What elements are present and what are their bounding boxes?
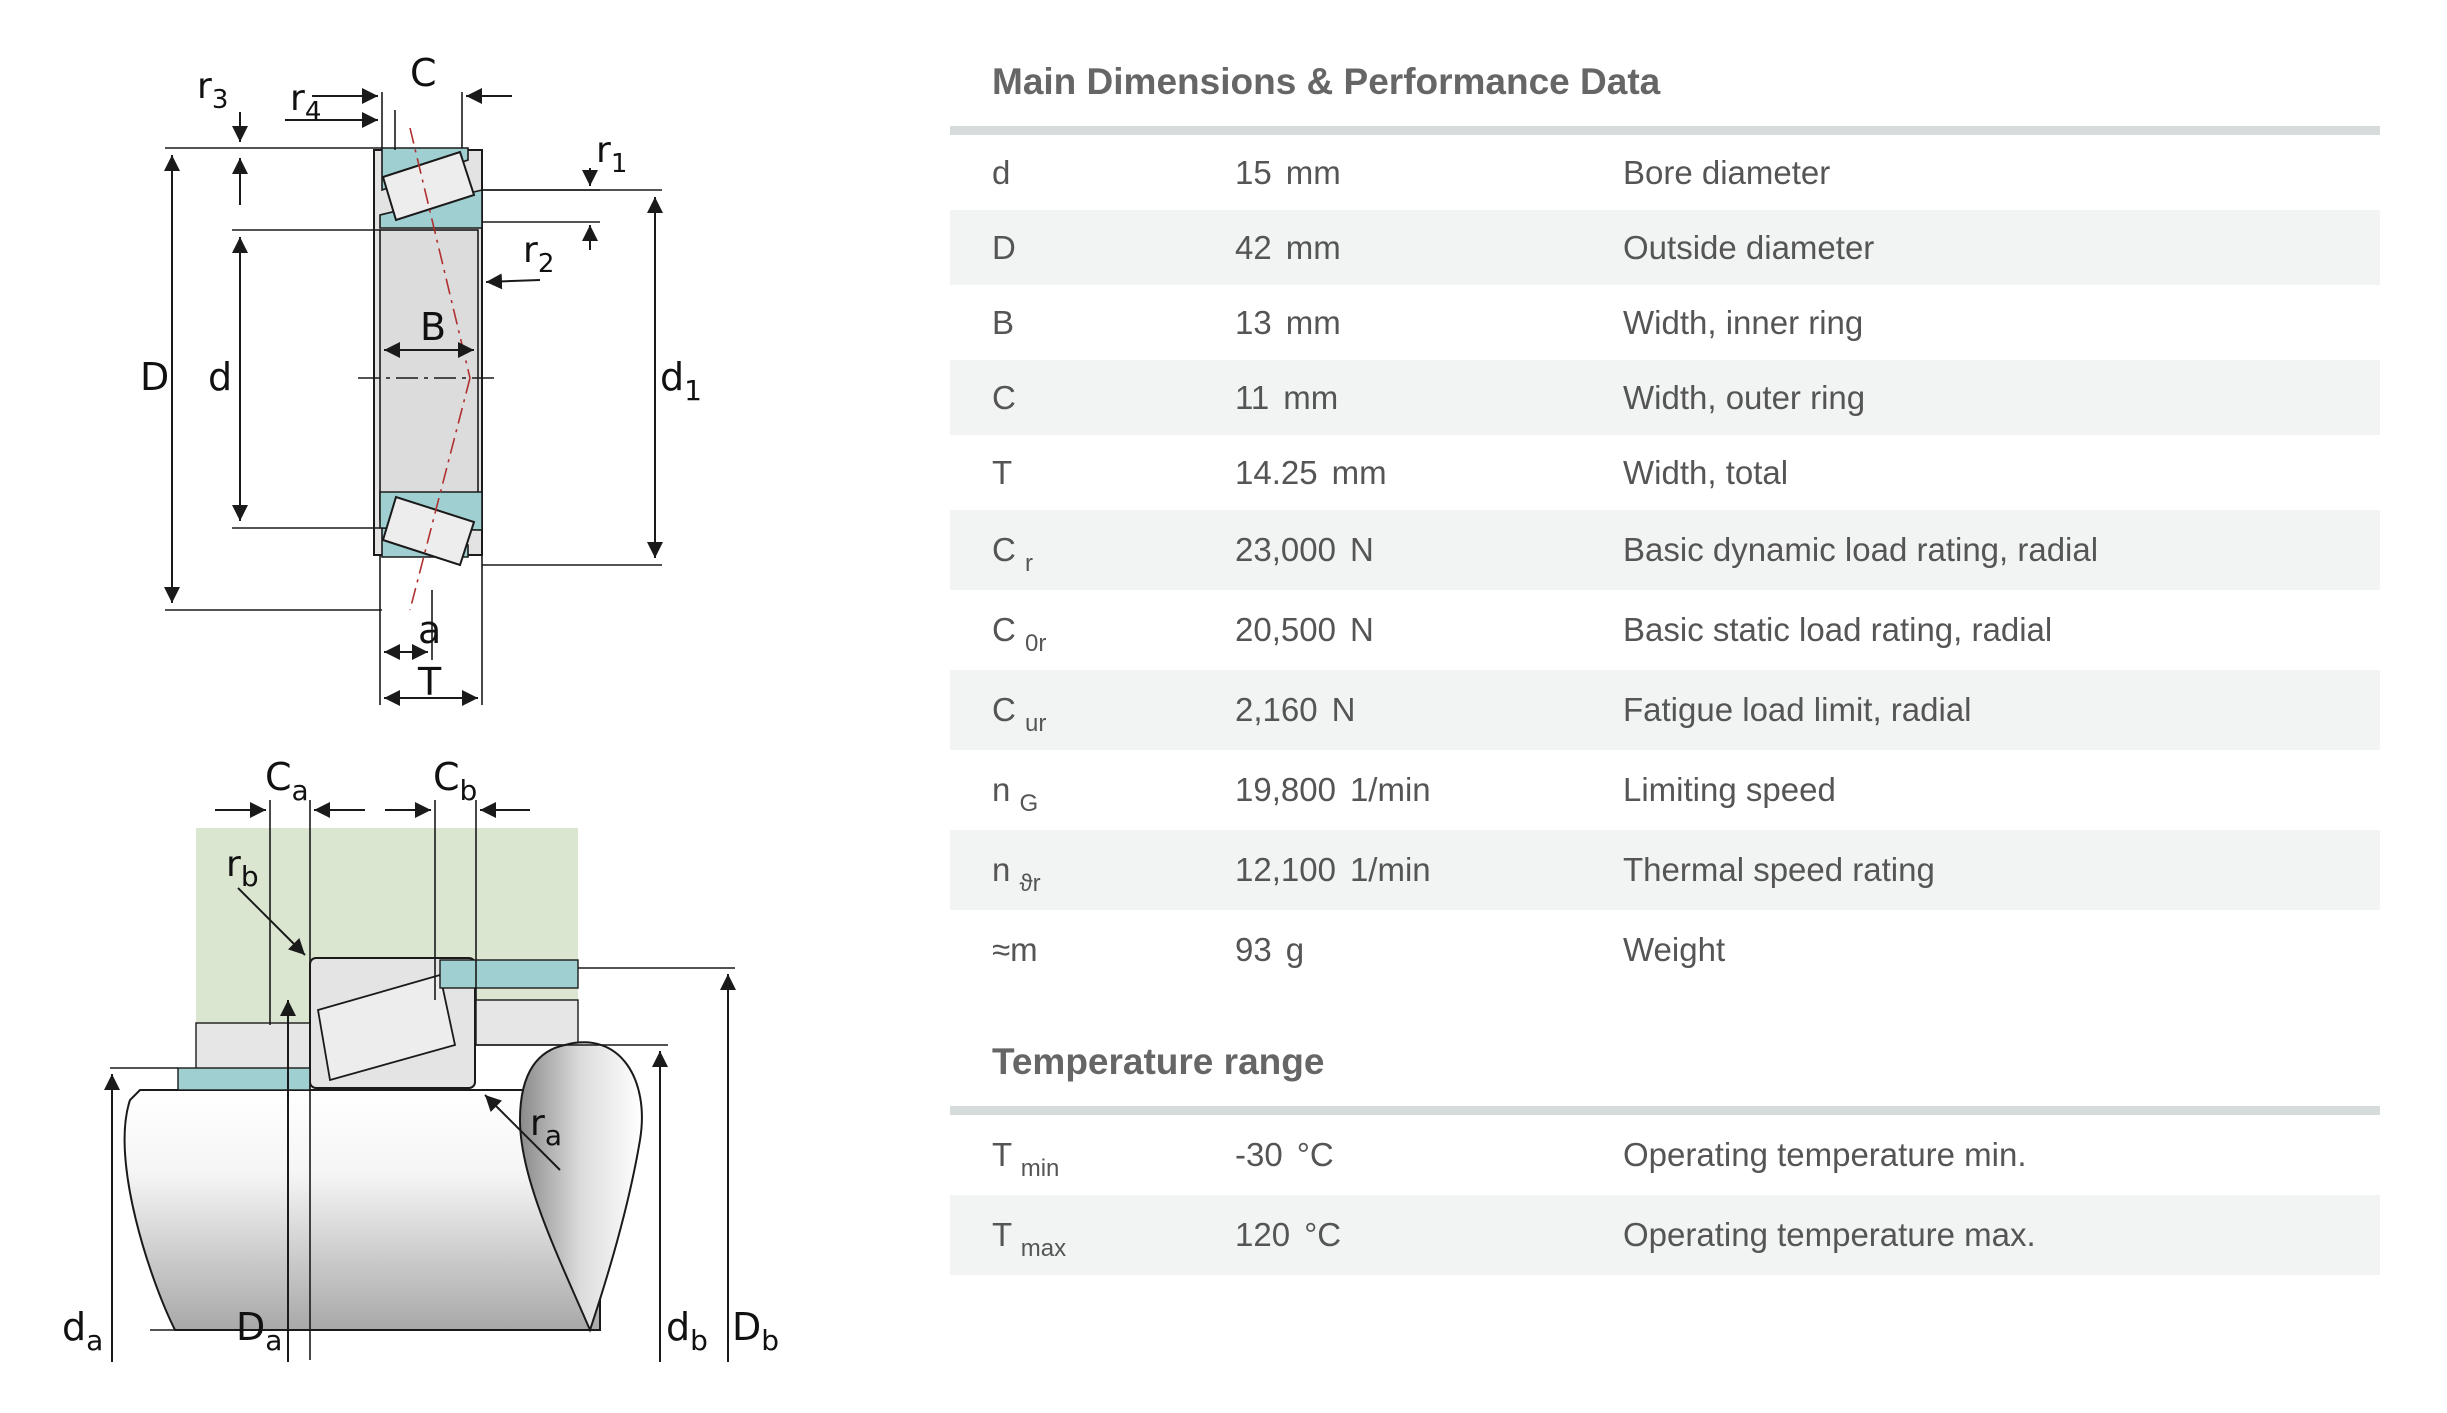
svg-text:r4: $r_4$: [290, 78, 322, 127]
data-panel: [950, 56, 2380, 1275]
param-symbol: B: [992, 303, 1015, 341]
param-unit: mm: [1285, 303, 1341, 341]
param-unit: mm: [1283, 378, 1339, 416]
svg-text:Da: $D_a$: [236, 1305, 283, 1357]
svg-text:r1: $r_1$: [596, 130, 628, 179]
param-description: Basic static load rating, radial: [1623, 611, 2053, 648]
param-value: 20,500 N: [1235, 611, 1374, 648]
svg-text:r2: $r_2$: [523, 230, 555, 279]
param-description: Basic dynamic load rating, radial: [1623, 531, 2099, 568]
param-value: 23,000 N: [1235, 531, 1374, 568]
param-symbol: n $_G$: [992, 771, 1039, 817]
svg-text:rb: $r_b$: [226, 844, 259, 893]
param-description: Thermal speed rating: [1623, 851, 1935, 888]
param-subscript: G: [1019, 790, 1039, 817]
svg-text:a: a: [418, 608, 442, 652]
param-unit: N: [1349, 531, 1374, 568]
inner-ring-body: [380, 230, 478, 520]
param-description: Width, total: [1623, 453, 1789, 491]
main-section-rule: [950, 126, 2380, 135]
param-value: 14.25 mm: [1235, 453, 1387, 491]
temp-section-rule: [950, 1106, 2380, 1115]
temp-section-title: Temperature range: [992, 1041, 1325, 1082]
svg-text:r3: $r_3$: [197, 66, 229, 115]
main-data-table: [950, 135, 2380, 990]
table-row: [950, 750, 2380, 830]
param-value: 19,800 1/min: [1235, 771, 1431, 808]
param-subscript: min: [1020, 1155, 1060, 1182]
table-row: [950, 285, 2380, 360]
param-value: 12,100 1/min: [1235, 851, 1431, 888]
table-row: [950, 910, 2380, 990]
table-row: [950, 590, 2380, 670]
param-symbol: n $_{ϑr}$: [992, 851, 1041, 897]
param-value: 13 mm: [1235, 303, 1341, 341]
param-symbol: ≈m: [992, 931, 1038, 968]
svg-text:da: $d_a$: [62, 1305, 104, 1357]
param-description: Weight: [1623, 931, 1726, 968]
param-value: 120 °C: [1235, 1216, 1342, 1253]
param-description: Width, outer ring: [1623, 378, 1866, 416]
param-unit: N: [1331, 691, 1356, 728]
svg-text:T: T: [418, 660, 442, 704]
svg-text:D: D: [140, 355, 170, 399]
param-unit: °C: [1304, 1216, 1342, 1253]
mounting-drawing: [125, 828, 642, 1330]
table-row: [950, 1115, 2380, 1195]
param-description: Operating temperature min.: [1623, 1136, 2027, 1173]
table-row: [950, 510, 2380, 590]
table-row: [950, 435, 2380, 510]
param-description: Fatigue load limit, radial: [1623, 691, 1972, 728]
param-unit: g: [1285, 931, 1305, 968]
svg-text:B: B: [420, 305, 447, 349]
param-value: 93 g: [1235, 931, 1305, 968]
svg-text:Ca: $C_a$: [265, 755, 309, 807]
svg-text:Cb: $C_b$: [433, 755, 478, 807]
param-symbol: C: [992, 378, 1016, 416]
param-value: 15 mm: [1235, 153, 1341, 191]
param-value: 42 mm: [1235, 228, 1341, 266]
table-row: [950, 360, 2380, 435]
svg-text:Db: $D_b$: [732, 1305, 780, 1357]
table-row: [950, 670, 2380, 750]
param-symbol: T $_{min}$: [992, 1136, 1060, 1182]
param-unit: mm: [1285, 153, 1341, 191]
param-symbol: C $_{0r}$: [992, 611, 1047, 657]
svg-text:db: $d_b$: [666, 1305, 708, 1357]
svg-text:ra: $r_a$: [530, 1103, 562, 1152]
bearing-cross-section: [358, 128, 500, 610]
param-symbol: C $_{ur}$: [992, 691, 1047, 737]
table-row: [950, 1195, 2380, 1275]
table-row: [950, 210, 2380, 285]
param-description: Outside diameter: [1623, 228, 1875, 266]
param-value: 11 mm: [1235, 378, 1339, 416]
param-unit: 1/min: [1349, 771, 1431, 808]
param-description: Bore diameter: [1623, 153, 1831, 191]
param-unit: 1/min: [1349, 851, 1431, 888]
param-symbol: D: [992, 228, 1016, 266]
param-subscript: 0r: [1025, 630, 1047, 657]
table-row: [950, 830, 2380, 910]
param-symbol: T: [992, 453, 1013, 491]
temp-data-table: [950, 1115, 2380, 1275]
param-unit: N: [1349, 611, 1374, 648]
param-unit: mm: [1285, 228, 1341, 266]
svg-text:C: C: [410, 51, 437, 95]
param-value: 2,160 N: [1235, 691, 1356, 728]
param-subscript: max: [1020, 1235, 1067, 1262]
main-section-title: Main Dimensions & Performance Data: [992, 61, 1661, 102]
param-description: Width, inner ring: [1623, 303, 1864, 341]
param-symbol: d: [992, 153, 1011, 191]
svg-text:d: d: [208, 355, 233, 399]
param-subscript: r: [1025, 550, 1034, 577]
param-description: Limiting speed: [1623, 771, 1836, 808]
param-subscript: ur: [1025, 710, 1047, 737]
param-description: Operating temperature max.: [1623, 1216, 2036, 1253]
param-symbol: T $_{max}$: [992, 1216, 1067, 1262]
param-unit: mm: [1331, 453, 1387, 491]
param-unit: °C: [1296, 1136, 1334, 1173]
svg-text:d1: $d_1$: [660, 355, 702, 407]
param-symbol: C $_r$: [992, 531, 1034, 577]
param-value: -30 °C: [1235, 1136, 1334, 1173]
table-row: [950, 135, 2380, 210]
param-subscript: ϑr: [1019, 870, 1041, 897]
